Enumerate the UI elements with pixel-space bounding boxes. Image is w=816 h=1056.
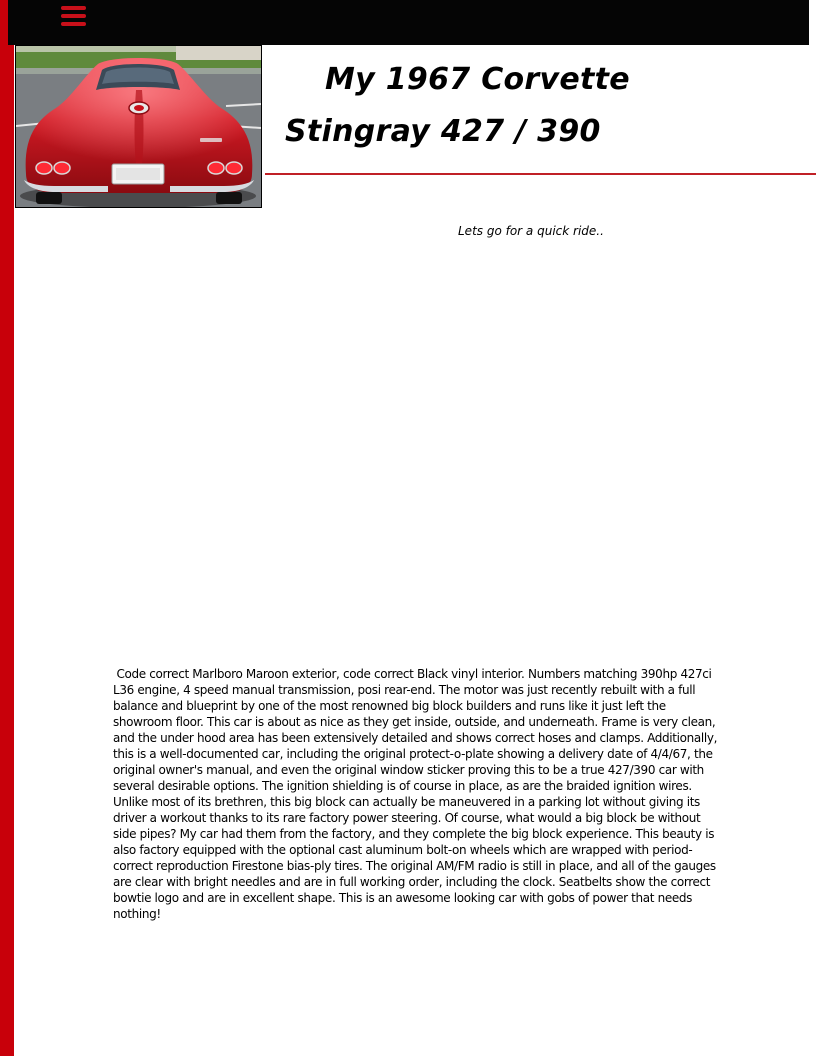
video-caption: Lets go for a quick ride.. xyxy=(458,224,604,238)
red-corvette-rear-photo xyxy=(15,45,262,208)
top-navigation-bar xyxy=(8,0,809,45)
left-accent-stripe xyxy=(0,0,14,1056)
page-title-line-1: My 1967 Corvette xyxy=(325,62,630,97)
title-divider xyxy=(265,173,816,175)
car-description-paragraph: Code correct Marlboro Maroon exterior, code correct Black vinyl interior. Numbers matching 390hp 427ci L36 engine, 4 speed manual transmission, posi rear-end. The motor was just recently rebuilt with a full balance and blueprint by one of the most renowned big block builders and runs like it just left the showroom floor. This car is about as nice as they get inside, outside, and underneath. Frame is very clean, and the under hood area has been extensively detailed and shows correct hoses and clamps. Additionally, this is a well-documented car, including the original protect-o-plate showing a delivery date of 4/4/67, the original owner's manual, and even the original window sticker proving this to be a true 427/390 car with several desirable options. The ignition shielding is of course in place, as are the braided ignition wires. Unlike most of its brethren, this big block can actually be maneuvered in a parking lot without giving its driver a workout thanks to its rare factory power steering. Of course, what would a big block be without side pipes? My car had them from the factory, and they complete the big block experience. This beauty is also factory equipped with the optional cast aluminum bolt-on wheels which are wrapped with period-correct reproduction Firestone bias-ply tires. The original AM/FM radio is still in place, and all of the gauges are clear with bright needles and are in full working order, including the clock. Seatbelts show the correct bowtie logo and are in excellent shape. This is an awesome looking car with gobs of power that needs nothing! xyxy=(113,667,721,921)
page-title-line-2: Stingray 427 / 390 xyxy=(285,114,601,149)
hamburger-menu-icon[interactable] xyxy=(61,6,86,31)
